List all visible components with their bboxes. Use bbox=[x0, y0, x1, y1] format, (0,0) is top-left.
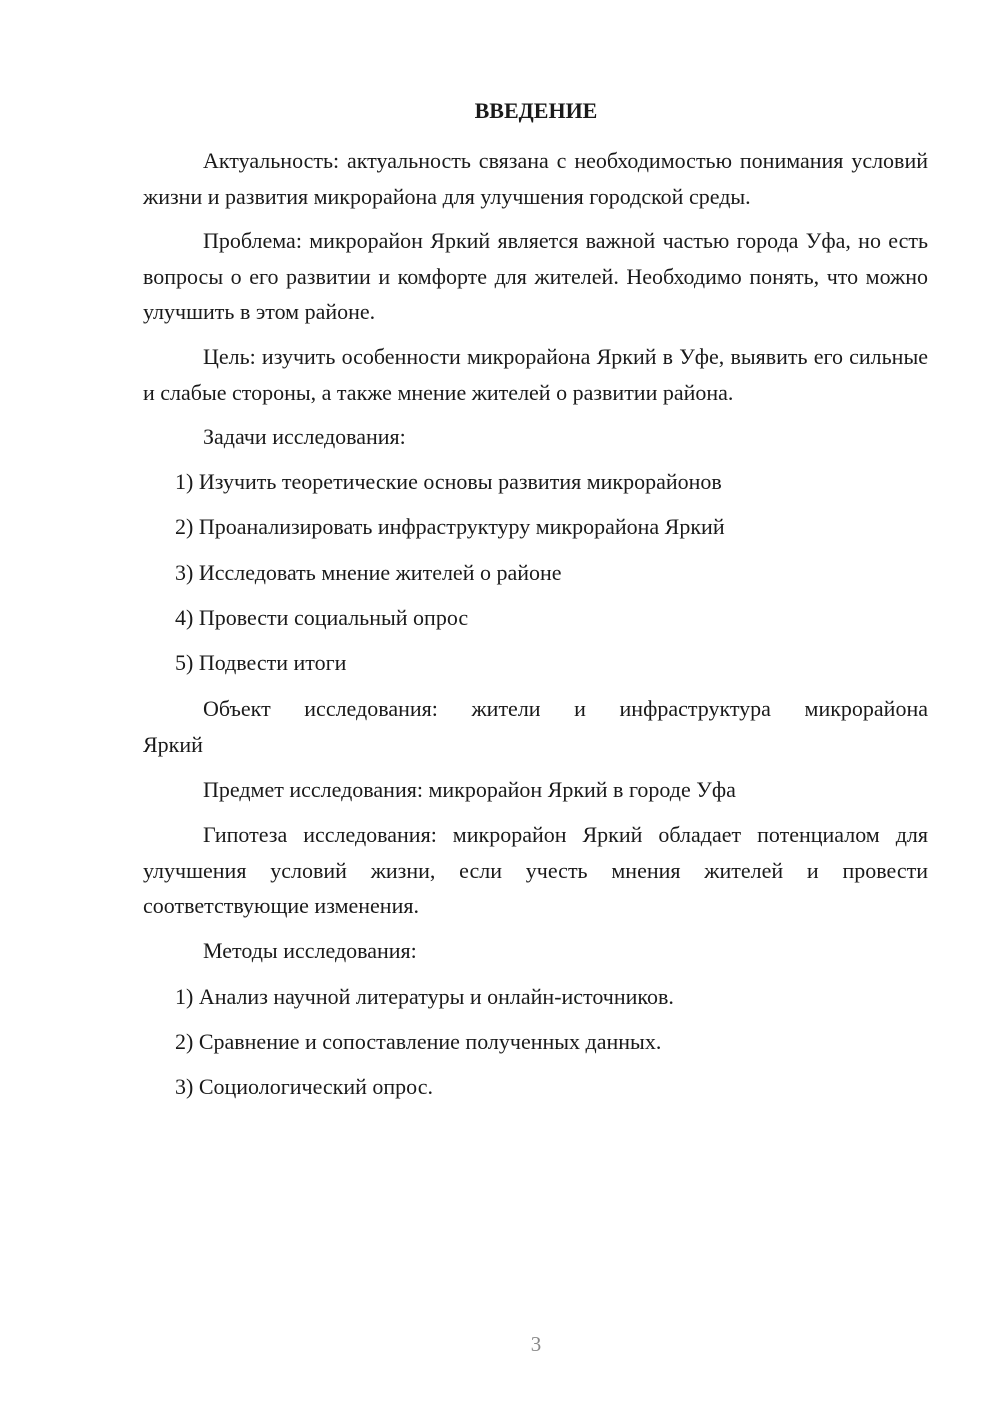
task-item: 1) Изучить теоретические основы развития микрорайонов bbox=[175, 469, 722, 494]
relevance-paragraph-block bbox=[143, 143, 928, 214]
method-item-2-block bbox=[143, 1024, 928, 1060]
task-item: 2) Проанализировать инфраструктуру микрорайона Яркий bbox=[175, 514, 725, 539]
goal-paragraph: Цель: изучить особенности микрорайона Яркий в Уфе, выявить его сильные и слабые стороны, а также мнение жителей о развитии района. bbox=[143, 344, 928, 405]
goal-paragraph-block bbox=[143, 339, 928, 410]
task-item-2-block bbox=[143, 509, 928, 545]
relevance-paragraph: Актуальность: актуальность связана с необходимостью понимания условий жизни и развития микрорайона для улучшения городской среды. bbox=[143, 148, 928, 209]
object-paragraph-block bbox=[143, 691, 928, 762]
method-item-1-block bbox=[143, 979, 928, 1015]
problem-paragraph-block bbox=[143, 223, 928, 330]
method-item: 2) Сравнение и сопоставление полученных данных. bbox=[175, 1029, 662, 1054]
methods-title: Методы исследования: bbox=[203, 938, 417, 963]
problem-paragraph: Проблема: микрорайон Яркий является важной частью города Уфа, но есть вопросы о его развитии и комфорте для жителей. Необходимо понять, что можно улучшить в этом районе. bbox=[143, 228, 928, 324]
tasks-title-block bbox=[143, 419, 928, 455]
subject-paragraph-block bbox=[143, 772, 928, 808]
task-item-4-block bbox=[143, 600, 928, 636]
task-item: 5) Подвести итоги bbox=[175, 650, 347, 675]
object-paragraph: Объект исследования: жители и инфраструктура микрорайона Яркий bbox=[143, 696, 928, 757]
task-item-1-block bbox=[143, 464, 928, 500]
task-item-5-block bbox=[143, 645, 928, 681]
hypothesis-paragraph: Гипотеза исследования: микрорайон Яркий обладает потенциалом для улучшения условий жизни, если учесть мнения жителей и провести соответствующие изменения. bbox=[143, 822, 928, 918]
page-number: 3 bbox=[530, 1332, 542, 1356]
hypothesis-paragraph-block bbox=[143, 817, 928, 924]
tasks-title: Задачи исследования: bbox=[203, 424, 406, 449]
task-item: 3) Исследовать мнение жителей о районе bbox=[175, 560, 562, 585]
methods-title-block bbox=[143, 933, 928, 969]
task-item-3-block bbox=[143, 555, 928, 591]
method-item: 3) Социологический опрос. bbox=[175, 1074, 433, 1099]
subject-paragraph: Предмет исследования: микрорайон Яркий в городе Уфа bbox=[203, 777, 736, 802]
method-item: 1) Анализ научной литературы и онлайн-источников. bbox=[175, 984, 674, 1009]
method-item-3-block bbox=[143, 1069, 928, 1105]
task-item: 4) Провести социальный опрос bbox=[175, 605, 469, 630]
section-heading: ВВЕДЕНИЕ bbox=[474, 98, 598, 123]
